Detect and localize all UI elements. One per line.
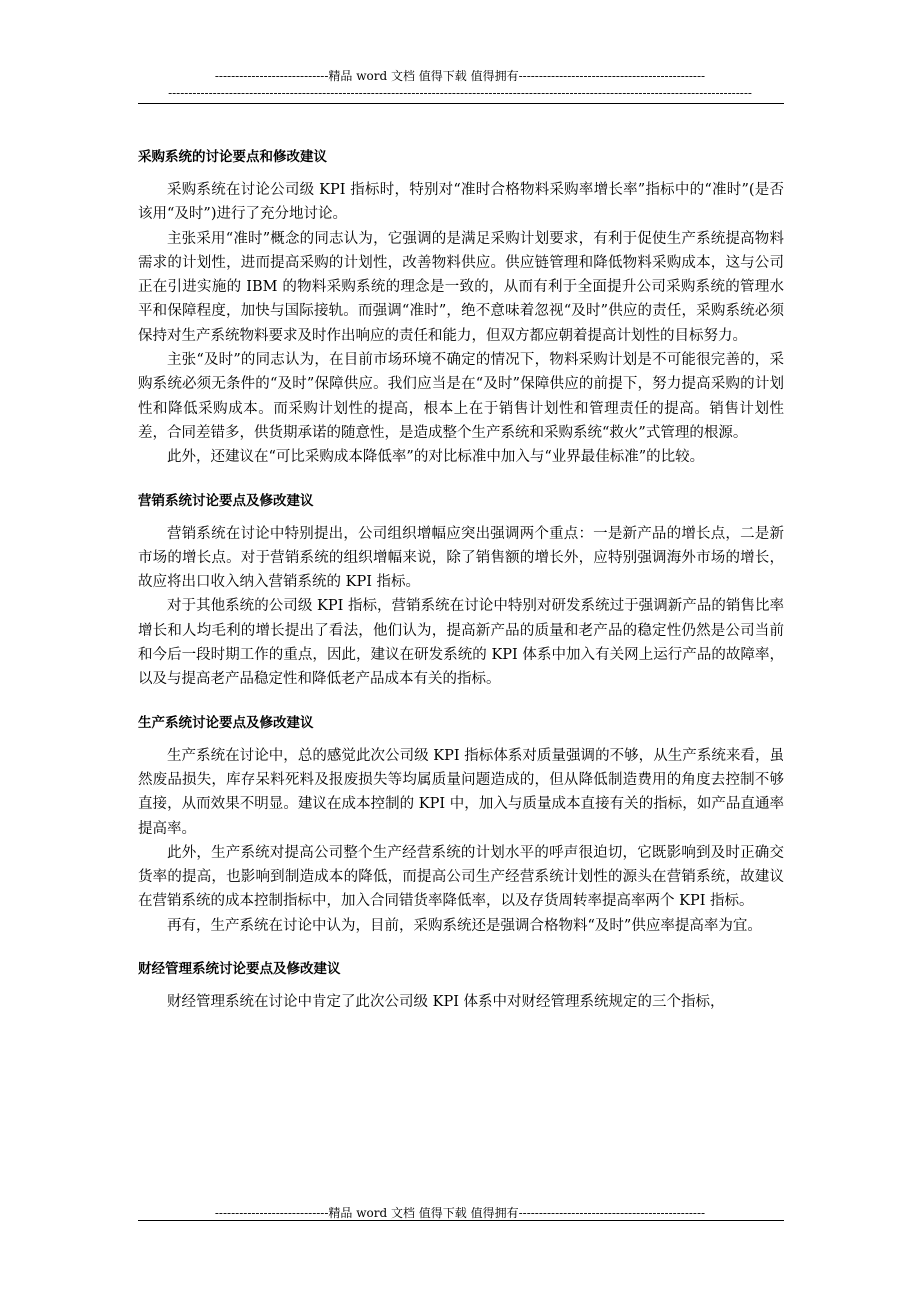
document-body: [138, 146, 784, 1014]
paragraph: 再有，生产系统在讨论中认为，目前，采购系统还是强调合格物料“及时”供应率提高率为宜。: [167, 917, 762, 934]
page-header-text: ----------------------------精品 word 文档 值得下载 值得拥有----------------------------------------------: [214, 69, 706, 83]
paragraph: 此外，生产系统对提高公司整个生产经营系统的计划水平的呼声很迫切，它既影响到及时正确交货率的提高，也影响到制造成本的降低，而提高公司生产经营系统计划性的源头在营销系统，故建议在营销系统的成本控制指标中，加入合同错货率降低率，以及存货周转率提高率两个 KPI 指标。: [138, 844, 784, 910]
section-production: [138, 712, 784, 938]
paragraph: 生产系统在讨论中，总的感觉此次公司级 KPI 指标体系对质量强调的不够，从生产系统来看，虽然废品损失，库存呆料死料及报废损失等均属质量问题造成的，但从降低制造费用的角度去控制不够直接，从而效果不明显。建议在成本控制的 KPI 中，加入与质量成本直接有关的指标，如产品直通率提高率。: [138, 747, 784, 837]
footer-rule: [138, 1220, 784, 1221]
paragraph: 采购系统在讨论公司级 KPI 指标时，特别对“准时合格物料采购率增长率”指标中的“准时”(是否该用“及时”)进行了充分地讨论。: [138, 182, 784, 223]
section-title: 采购系统的讨论要点和修改建议: [138, 149, 327, 165]
section-title: 营销系统讨论要点及修改建议: [138, 492, 314, 509]
header-rule: [138, 103, 784, 104]
paragraph: 主张“及时”的同志认为，在目前市场环境不确定的情况下，物料采购计划是不可能很完善的，采购系统必须无条件的“及时”保障供应。我们应当是在“及时”保障供应的前提下，努力提高采购的计划性和降低采购成本。而采购计划性的提高，根本上在于销售计划性和管理责任的提高。销售计划性差，合同差错多，供货期承诺的随意性，是造成整个生产系统和采购系统“救火”式管理的根源。: [138, 352, 784, 441]
paragraph: 此外，还建议在“可比采购成本降低率”的对比标准中加入与“业界最佳标准”的比较。: [167, 449, 705, 466]
paragraph: 主张采用“准时”概念的同志认为，它强调的是满足采购计划要求，有利于促使生产系统提高物料需求的计划性，进而提高采购的计划性，改善物料供应。供应链管理和降低物料采购成本，这与公司正在引进实施的 IBM 的物料采购系统的理念是一致的，从而有利于全面提升公司采购系统的管理水平和保障程度，加快与国际接轨。而强调“准时”，绝不意味着忽视“及时”供应的责任，采购系统必须保持对生产系统物料要求及时作出响应的责任和能力，但双方都应朝着提高计划性的目标努力。: [138, 230, 784, 344]
section-procurement: [138, 146, 784, 470]
section-title: 生产系统讨论要点及修改建议: [138, 714, 314, 731]
paragraph: 营销系统在讨论中特别提出，公司组织增幅应突出强调两个重点：一是新产品的增长点，二是新市场的增长点。对于营销系统的组织增幅来说，除了销售额的增长外，应特别强调海外市场的增长，故应将出口收入纳入营销系统的 KPI 指标。: [138, 525, 784, 591]
page-footer-text: ----------------------------精品 word 文档 值得下载 值得拥有----------------------------------------------: [214, 1206, 706, 1220]
paragraph: 财经管理系统在讨论中肯定了此次公司级 KPI 体系中对财经管理系统规定的三个指标，: [167, 994, 725, 1011]
page-header-dashes: ------------------------------------------------------------------------------------------------------------------------------------------------: [168, 86, 752, 100]
section-title: 财经管理系统讨论要点及修改建议: [138, 961, 341, 978]
section-marketing: [138, 490, 784, 692]
section-finance: [138, 958, 784, 1014]
paragraph: 对于其他系统的公司级 KPI 指标，营销系统在讨论中特别对研发系统过于强调新产品的销售比率增长和人均毛利的增长提出了看法，他们认为，提高新产品的质量和老产品的稳定性仍然是公司当前和今后一段时期工作的重点，因此，建议在研发系统的 KPI 体系中加入有关网上运行产品的故障率，以及与提高老产品稳定性和降低老产品成本有关的指标。: [138, 598, 784, 688]
